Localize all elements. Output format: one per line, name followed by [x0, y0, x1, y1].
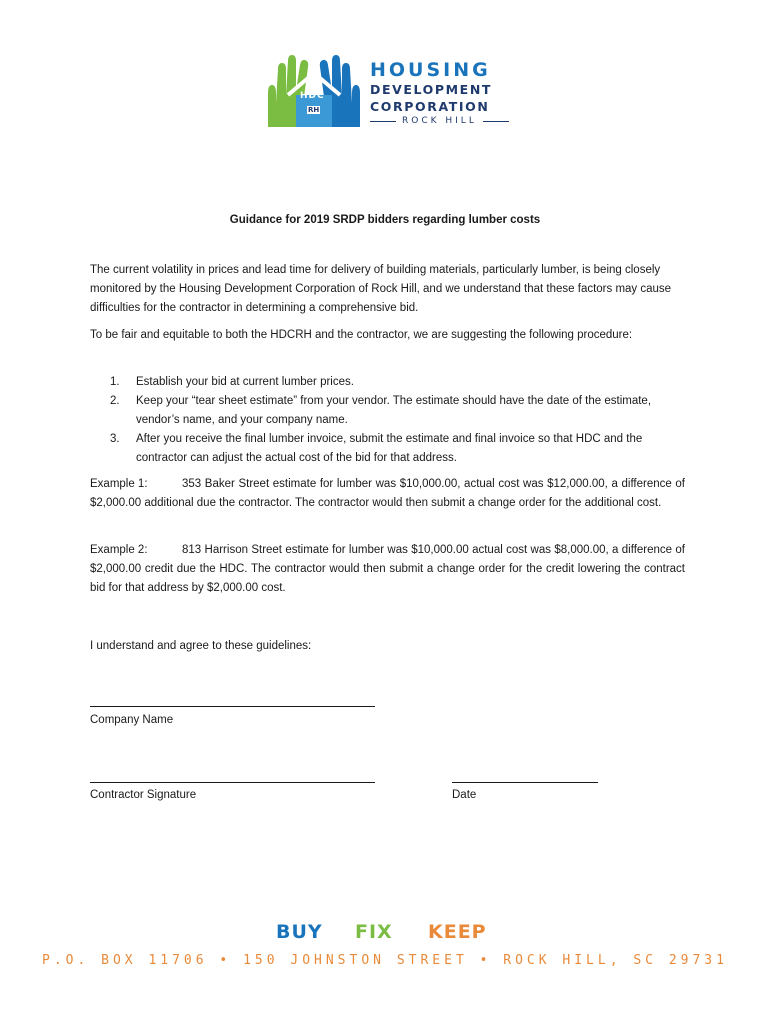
intro-paragraph: The current volatility in prices and lead time for delivery of building materials, particularly lumber, is being closely monitored by the Housing Development Corporation of Rock Hill, and we understand that these factors may cause difficulties for the contractor in determining a comprehensive bid.: [90, 264, 672, 314]
footer-buy: BUY: [276, 921, 323, 943]
hdc-logo: [266, 55, 516, 135]
example-1: [90, 475, 685, 513]
list-item: [110, 373, 685, 392]
contractor-signature-line[interactable]: [90, 782, 375, 783]
procedure-steps-list: [110, 373, 685, 468]
list-item: [110, 392, 685, 430]
example-label: Example 1:: [90, 478, 148, 490]
document-title: Guidance for 2019 SRDP bidders regarding lumber costs: [229, 214, 541, 226]
step-number: 1.: [110, 376, 120, 388]
date-line[interactable]: [452, 782, 598, 783]
step-text: Establish your bid at current lumber prices.: [136, 376, 354, 388]
logo-line-corporation: CORPORATION: [370, 99, 490, 114]
logo-line-development: DEVELOPMENT: [370, 82, 493, 97]
logo-wordmark: [370, 59, 509, 126]
example-2: [90, 541, 685, 598]
date-label: Date: [452, 789, 477, 801]
logo-line-rockhill-row: [370, 116, 509, 126]
contractor-signature-label: Contractor Signature: [90, 789, 197, 801]
procedure-paragraph: To be fair and equitable to both the HDCRH and the contractor, we are suggesting the following procedure:: [90, 329, 633, 341]
footer-fix: FIX: [355, 921, 393, 943]
logo-badge: HDC: [300, 91, 325, 101]
logo-line-housing: HOUSING: [370, 59, 491, 81]
list-item: [110, 430, 685, 468]
logo-rule-right: [483, 121, 509, 122]
company-name-line[interactable]: [90, 706, 375, 707]
logo-rule-left: [370, 121, 396, 122]
example-text: 353 Baker Street estimate for lumber was $10,000.00, actual cost was $12,000.00, a difference of $2,000.00 additional due the contractor. The contractor would then submit a change order for the additional cost.: [90, 478, 685, 509]
step-number: 2.: [110, 395, 120, 407]
company-name-label: Company Name: [90, 714, 174, 726]
example-text: 813 Harrison Street estimate for lumber was $10,000.00 actual cost was $8,000.00, a difference of $2,000.00 credit due the HDC. The contractor would then submit a change order for the credit lowering the contract bid for that address by $2,000.00 cost.: [90, 544, 685, 594]
logo-line-rockhill: ROCK HILL: [402, 116, 477, 126]
example-label: Example 2:: [90, 544, 148, 556]
footer-address: P.O. BOX 11706 • 150 JOHNSTON STREET • ROCK HILL, SC 29731: [42, 953, 728, 968]
step-text: Keep your “tear sheet estimate” from your vendor. The estimate should have the date of the estimate, vendor’s name, and your company name.: [136, 395, 652, 426]
step-number: 3.: [110, 433, 120, 445]
logo-badge-sub: RH: [308, 106, 320, 114]
step-text: After you receive the final lumber invoice, submit the estimate and final invoice so that HDC and the contractor can adjust the actual cost of the bid for that address.: [136, 433, 643, 464]
footer-keep: KEEP: [428, 921, 487, 943]
agreement-statement: I understand and agree to these guidelines:: [90, 640, 312, 652]
